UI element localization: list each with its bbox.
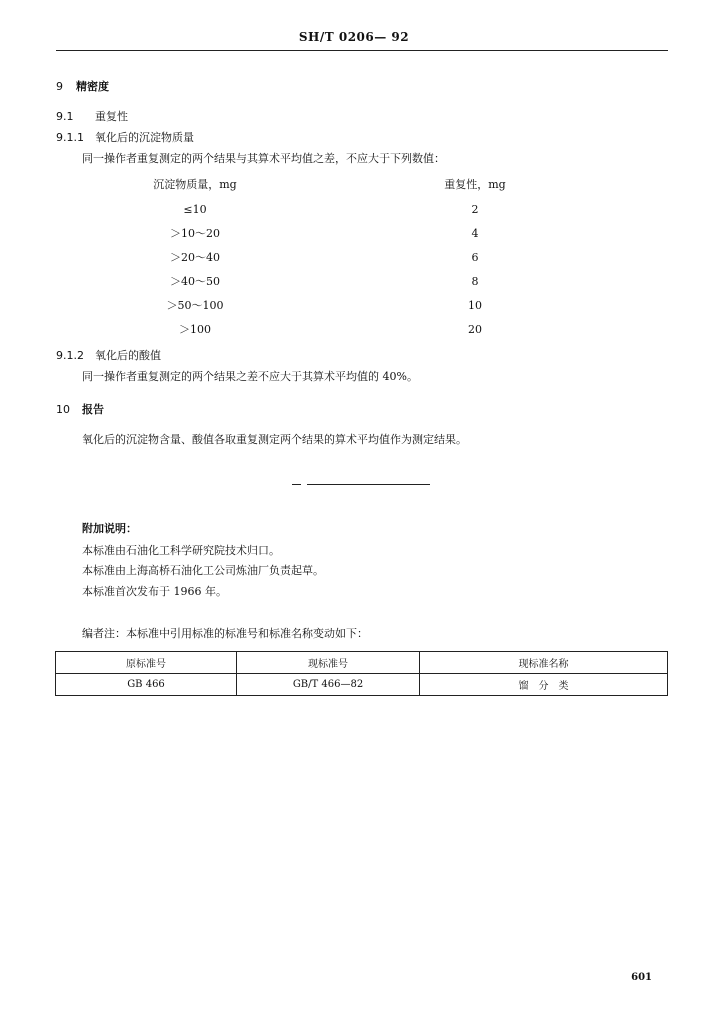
table-cell-repeatability: 8 <box>471 275 479 288</box>
editor-note: 编者注：本标准中引用标准的标准号和标准名称变动如下： <box>82 627 368 640</box>
table-header-original-number: 原标准号 <box>56 652 237 674</box>
notes-line: 本标准由上海高桥石油化工公司炼油厂负责起草。 <box>82 564 324 577</box>
table-header-row <box>56 652 668 674</box>
table-row <box>56 674 668 696</box>
table-cell-current-number: GB/T 466—82 <box>237 674 420 696</box>
notes-line: 本标准由石油化工科学研究院技术归口。 <box>82 544 280 557</box>
table-cell-mass: ＞100 <box>179 323 211 336</box>
table-header-mass: 沉淀物质量，mg <box>153 178 237 191</box>
section-9-title: 精密度 <box>76 80 109 93</box>
section-9-1-1-number: 9.1.1 <box>56 131 84 144</box>
page-number: 601 <box>631 972 652 983</box>
section-10-title: 报告 <box>82 403 104 416</box>
table-cell-mass: ＞50～100 <box>166 299 224 312</box>
section-9-1-1-title: 氧化后的沉淀物质量 <box>95 131 194 144</box>
table-cell-mass: ≤10 <box>183 203 207 216</box>
header-rule <box>56 50 668 51</box>
section-9-1-2-text: 同一操作者重复测定的两个结果之差不应大于其算术平均值的 40%。 <box>82 370 418 383</box>
table-cell-repeatability: 10 <box>468 299 482 312</box>
section-9-1-title: 重复性 <box>95 110 128 123</box>
table-cell-repeatability: 20 <box>468 323 482 336</box>
notes-title: 附加说明： <box>82 522 137 535</box>
table-cell-repeatability: 2 <box>471 203 479 216</box>
table-cell-current-name: 馏 分 类 <box>420 674 668 696</box>
end-divider <box>292 484 430 485</box>
reference-table <box>55 651 668 696</box>
section-9-1-2-number: 9.1.2 <box>56 349 84 362</box>
section-10-text: 氧化后的沉淀物含量、酸值各取重复测定两个结果的算术平均值作为测定结果。 <box>82 433 467 446</box>
table-cell-original-number: GB 466 <box>56 674 237 696</box>
table-header-current-number: 现标准号 <box>237 652 420 674</box>
end-divider-gap <box>301 482 307 486</box>
table-cell-mass: ＞20～40 <box>170 251 220 264</box>
section-10-number: 10 <box>56 403 70 416</box>
table-cell-mass: ＞10～20 <box>170 227 220 240</box>
section-9-1-2-title: 氧化后的酸值 <box>95 349 161 362</box>
notes-line: 本标准首次发布于 1966 年。 <box>82 585 227 598</box>
section-9-1-1-text: 同一操作者重复测定的两个结果与其算术平均值之差，不应大于下列数值： <box>82 152 445 165</box>
table-header-repeatability: 重复性，mg <box>444 178 506 191</box>
document-header: SH/T 0206— 92 <box>298 30 410 44</box>
table-cell-mass: ＞40～50 <box>170 275 220 288</box>
table-cell-repeatability: 4 <box>471 227 479 240</box>
table-cell-repeatability: 6 <box>471 251 479 264</box>
section-9-number: 9 <box>56 80 63 93</box>
section-9-1-number: 9.1 <box>56 110 74 123</box>
table-header-current-name: 现标准名称 <box>420 652 668 674</box>
